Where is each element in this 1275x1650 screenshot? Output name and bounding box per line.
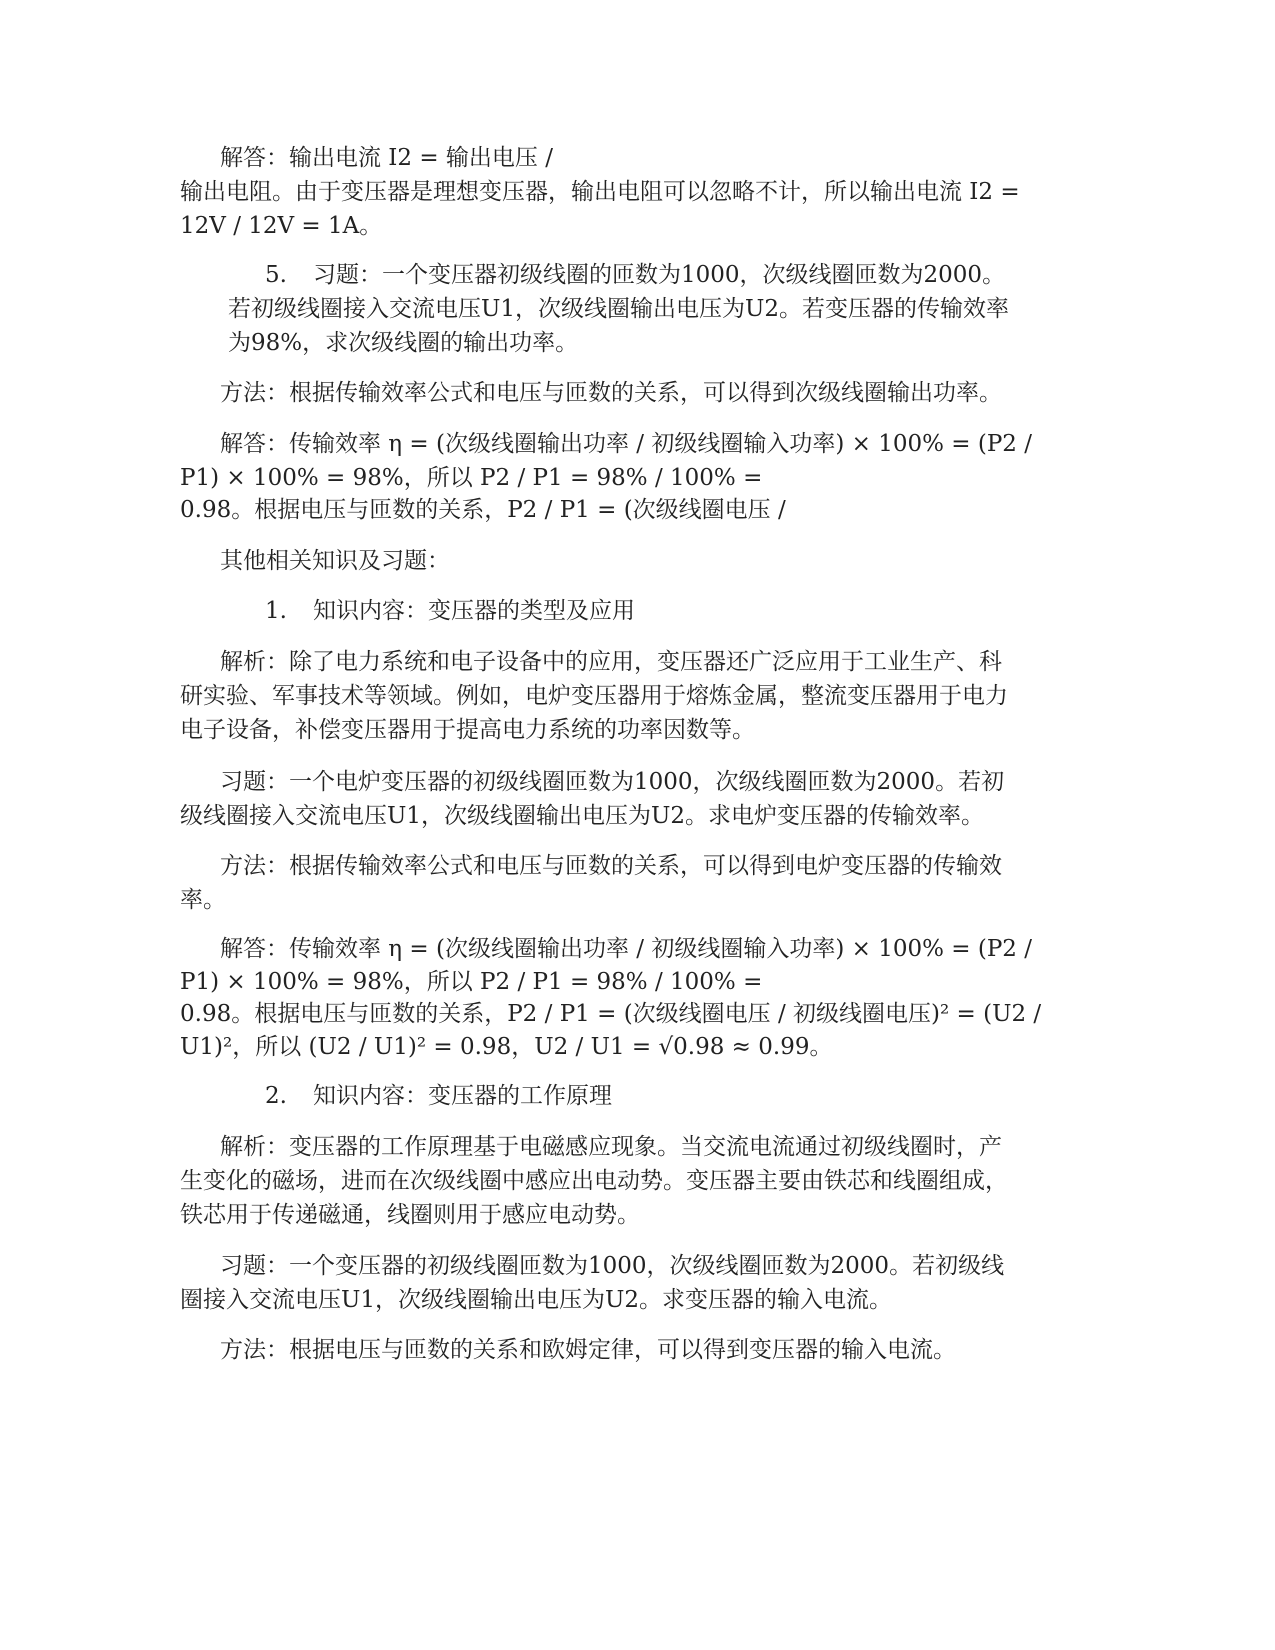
text-line: 解答：传输效率 η = (次级线圈输出功率 / 初级线圈输入功率) × 100% = (P2 / bbox=[220, 431, 1032, 457]
list-item-1 bbox=[265, 595, 635, 628]
text-line: 若初级线圈接入交流电压U1，次级线圈输出电压为U2。若变压器的传输效率 bbox=[228, 296, 1010, 322]
text-line: 级线圈接入交流电压U1，次级线圈输出电压为U2。求电炉变压器的传输效率。 bbox=[180, 803, 985, 829]
text-line: 习题：一个变压器初级线圈的匝数为1000，次级线圈匝数为2000。 bbox=[313, 262, 1006, 288]
text-line: 习题：一个变压器的初级线圈匝数为1000，次级线圈匝数为2000。若初级线 bbox=[220, 1253, 1005, 1279]
text-line: 率。 bbox=[180, 887, 226, 913]
text-line: 圈接入交流电压U1，次级线圈输出电压为U2。求变压器的输入电流。 bbox=[180, 1287, 893, 1313]
text-line: 解析：变压器的工作原理基于电磁感应现象。当交流电流通过初级线圈时，产 bbox=[220, 1134, 1002, 1160]
text-line: 知识内容：变压器的工作原理 bbox=[313, 1083, 612, 1109]
list-number: 2. bbox=[265, 1083, 287, 1109]
text-line: 解答：输出电流 I2 = 输出电压 / bbox=[220, 145, 553, 171]
list-number: 1. bbox=[265, 598, 287, 624]
text-line: P1) × 100% = 98%，所以 P2 / P1 = 98% / 100% = bbox=[180, 969, 763, 995]
list-item-2 bbox=[265, 1080, 612, 1113]
list-number: 5. bbox=[265, 262, 287, 288]
text-line: 0.98。根据电压与匝数的关系，P2 / P1 = (次级线圈电压 / bbox=[180, 497, 786, 523]
section-heading: 其他相关知识及习题： bbox=[220, 548, 450, 574]
text-line: 12V / 12V = 1A。 bbox=[180, 213, 383, 239]
text-line: 铁芯用于传递磁通，线圈则用于感应电动势。 bbox=[180, 1202, 640, 1228]
text-line: 研实验、军事技术等领域。例如，电炉变压器用于熔炼金属，整流变压器用于电力 bbox=[180, 683, 1008, 709]
text-line: U1)²，所以 (U2 / U1)² = 0.98，U2 / U1 = √0.98 ≈ 0.99。 bbox=[180, 1034, 833, 1060]
text-line: 为98%，求次级线圈的输出功率。 bbox=[228, 330, 579, 356]
text-line: 方法：根据传输效率公式和电压与匝数的关系，可以得到次级线圈输出功率。 bbox=[220, 380, 1002, 406]
text-line: 解答：传输效率 η = (次级线圈输出功率 / 初级线圈输入功率) × 100% = (P2 / bbox=[220, 936, 1032, 962]
text-line: 输出电阻。由于变压器是理想变压器，输出电阻可以忽略不计，所以输出电流 I2 = bbox=[180, 179, 1020, 205]
text-line: 习题：一个电炉变压器的初级线圈匝数为1000，次级线圈匝数为2000。若初 bbox=[220, 769, 1005, 795]
text-line: 电子设备，补偿变压器用于提高电力系统的功率因数等。 bbox=[180, 717, 755, 743]
text-line: 0.98。根据电压与匝数的关系，P2 / P1 = (次级线圈电压 / 初级线圈电压)² = (U2 / bbox=[180, 1001, 1042, 1027]
list-item-5 bbox=[265, 259, 1005, 292]
text-line: 知识内容：变压器的类型及应用 bbox=[313, 598, 635, 624]
text-line: 生变化的磁场，进而在次级线圈中感应出电动势。变压器主要由铁芯和线圈组成， bbox=[180, 1168, 1008, 1194]
text-line: 方法：根据电压与匝数的关系和欧姆定律，可以得到变压器的输入电流。 bbox=[220, 1337, 956, 1363]
text-line: P1) × 100% = 98%，所以 P2 / P1 = 98% / 100% = bbox=[180, 465, 763, 491]
text-line: 解析：除了电力系统和电子设备中的应用，变压器还广泛应用于工业生产、科 bbox=[220, 649, 1002, 675]
text-line: 方法：根据传输效率公式和电压与匝数的关系，可以得到电炉变压器的传输效 bbox=[220, 853, 1002, 879]
